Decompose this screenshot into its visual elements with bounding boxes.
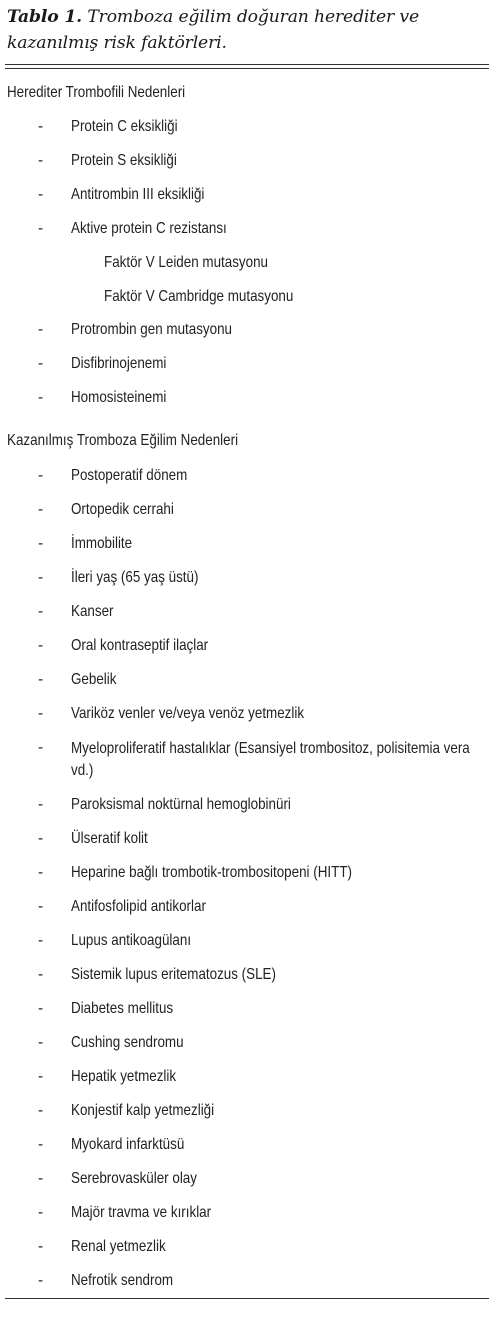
list-subitem: Faktör V Cambridge mutasyonu [104,288,294,305]
dash-marker: - [38,1272,44,1289]
list-item-label: Ülseratif kolit [71,830,148,847]
dash-marker: - [38,1204,44,1221]
dash-marker: - [38,1000,44,1017]
dash-marker: - [38,1034,44,1051]
dash-marker: - [38,1068,44,1085]
list-item-label: Konjestif kalp yetmezliği [71,1102,215,1119]
dash-marker: - [38,467,44,484]
list-item-label: Hepatik yetmezlik [71,1068,177,1085]
list-item-label: Gebelik [71,671,117,688]
list-item-label: Antifosfolipid antikorlar [71,898,206,915]
list-item-label: Variköz venler ve/veya venöz yetmezlik [71,705,305,722]
list-subitem: Faktör V Leiden mutasyonu [104,254,269,271]
dash-marker: - [38,1102,44,1119]
dash-marker: - [38,186,44,203]
list-item-label: Majör travma ve kırıklar [71,1204,212,1221]
dash-marker: - [38,705,44,722]
list-item-label: Homosisteinemi [71,389,167,406]
dash-marker: - [38,501,44,518]
dash-marker: - [38,569,44,586]
table-number: Tablo 1. [7,7,83,27]
list-item-label: Protein C eksikliği [71,118,178,135]
list-item-label: Cushing sendromu [71,1034,184,1051]
top-rule-2 [5,68,489,69]
dash-marker: - [38,118,44,135]
dash-marker: - [38,898,44,915]
dash-marker: - [38,1238,44,1255]
list-item-label: Protrombin gen mutasyonu [71,321,233,338]
list-item-label: Sistemik lupus eritematozus (SLE) [71,966,276,983]
list-item-label: İleri yaş (65 yaş üstü) [71,569,199,586]
list-item-label: Heparine bağlı trombotik-trombositopeni (HITT) [71,864,352,881]
dash-marker: - [38,321,44,338]
section-heading-acquired: Kazanılmış Tromboza Eğilim Nedenleri [7,432,239,449]
dash-marker: - [38,535,44,552]
dash-marker: - [38,671,44,688]
list-item-label: Paroksismal noktürnal hemoglobinüri [71,796,291,813]
dash-marker: - [38,830,44,847]
list-item-label: Oral kontraseptif ilaçlar [71,637,209,654]
dash-marker: - [38,152,44,169]
table-caption [7,4,491,56]
list-item-label: Serebrovasküler olay [71,1170,197,1187]
dash-marker: - [38,1170,44,1187]
dash-marker: - [38,1136,44,1153]
list-item-label: Protein S eksikliği [71,152,177,169]
list-item-label: Myokard infarktüsü [71,1136,185,1153]
dash-marker: - [38,220,44,237]
table-title: Tromboza eğilim doğuran herediter ve kazanılmış risk faktörleri. [7,7,420,53]
dash-marker: - [38,389,44,406]
dash-marker: - [38,355,44,372]
dash-marker: - [38,932,44,949]
list-item-label: Nefrotik sendrom [71,1272,174,1289]
dash-marker: - [38,966,44,983]
section-heading-hereditary: Herediter Trombofili Nedenleri [7,84,186,101]
list-item-label: Ortopedik cerrahi [71,501,174,518]
dash-marker: - [38,864,44,881]
list-item-label: Renal yetmezlik [71,1238,166,1255]
list-item-label: Disfibrinojenemi [71,355,167,372]
dash-marker: - [38,637,44,654]
dash-marker: - [38,739,44,756]
top-rule-1 [5,64,489,65]
dash-marker: - [38,796,44,813]
list-item-label: Aktive protein C rezistansı [71,220,227,237]
list-item-label: Antitrombin III eksikliği [71,186,205,203]
list-item-label: İmmobilite [71,535,133,552]
list-item-label: Lupus antikoagülanı [71,932,192,949]
list-item-label: Myeloproliferatif hastalıklar (Esansiyel trombositoz, polisitemia vera vd.) [71,740,470,779]
dash-marker: - [38,603,44,620]
bottom-rule [5,1298,489,1299]
list-item-label: Postoperatif dönem [71,467,188,484]
list-item-label: Kanser [71,603,114,620]
list-item-label: Diabetes mellitus [71,1000,174,1017]
